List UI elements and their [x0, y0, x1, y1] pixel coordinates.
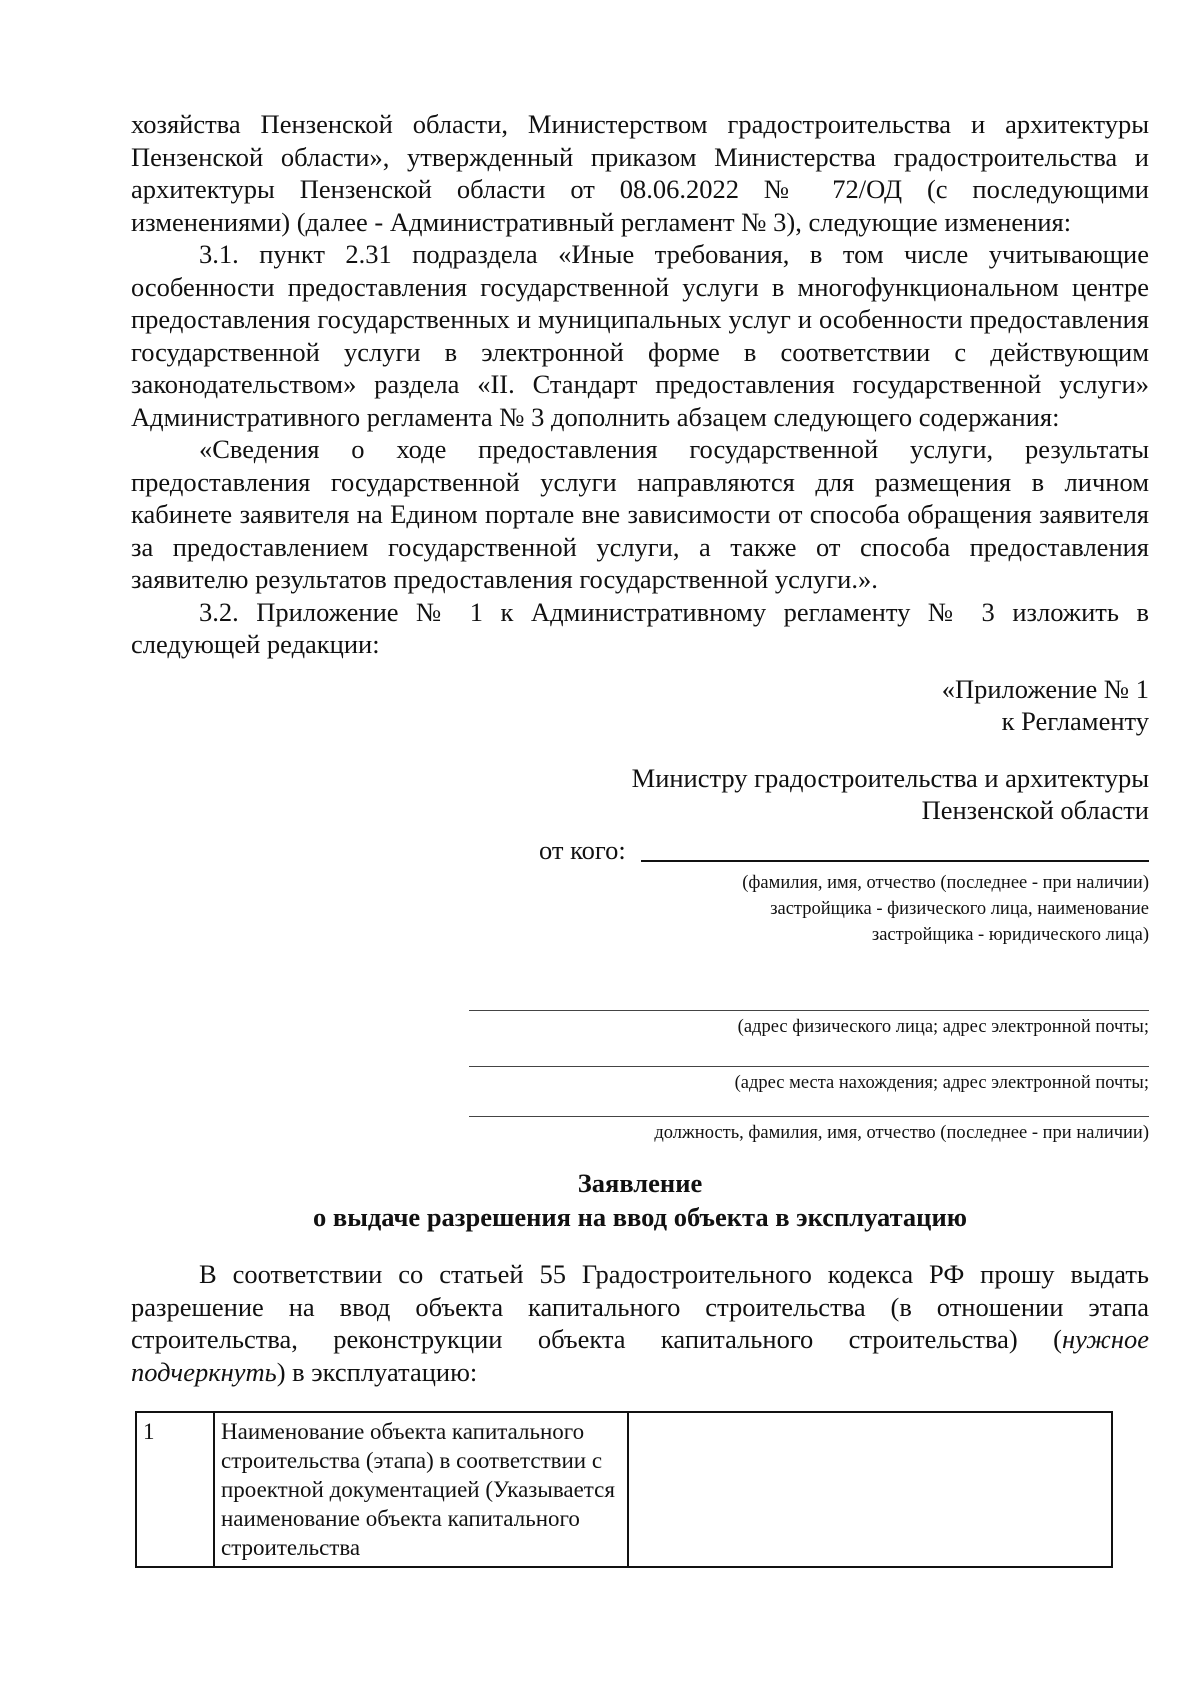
from-hint-2: застройщика - физического лица, наименование: [770, 899, 1149, 919]
request-text-after: ) в эксплуатацию:: [276, 1356, 478, 1387]
paragraph-3-2: 3.2. Приложение № 1 к Административному регламенту № 3 изложить в следующей редакции:: [131, 596, 1149, 659]
appendix-line-1: «Приложение № 1: [941, 673, 1149, 704]
object-table: [135, 1411, 1113, 1568]
address-org-hint: (адрес места нахождения; адрес электронной почты;: [734, 1073, 1149, 1093]
paragraph-3-1: 3.1. пункт 2.31 подраздела «Иные требования, в том числе учитывающие особенности предоставления государственной услуги в многофункциональном центре предоставления государственных и муниципальных услуг и особенности предоставления государственной услуги в электронной форме в соответствии с действующим законодательством» раздела «II. Стандарт предоставления государственной услуги» Административного регламента № 3 дополнить абзацем следующего содержания:: [131, 239, 1149, 432]
request-italic: нужное подчеркнуть: [131, 1324, 1149, 1387]
row-number: 1: [136, 1412, 214, 1567]
addressee-line-2: Пензенской области: [921, 795, 1149, 825]
position-hint: должность, фамилия, имя, отчество (последнее - при наличии): [654, 1123, 1149, 1143]
statement-heading: [131, 1166, 1149, 1234]
address-person-hint: (адрес физического лица; адрес электронной почты;: [737, 1017, 1149, 1037]
heading-line-1: Заявление: [577, 1168, 703, 1198]
address-org-line[interactable]: [469, 1066, 1149, 1067]
from-hints: [131, 870, 1149, 948]
request-text-before: В соответствии со статьей 55 Градостроительного кодекса РФ прошу выдать разрешение на ввод объекта капитального строительства (в отношении этапа строительства, реконструкции объекта капитального строительства) (: [131, 1259, 1149, 1354]
request-paragraph: [131, 1258, 1149, 1388]
from-fill-line[interactable]: [641, 860, 1149, 862]
quote-paragraph: «Сведения о ходе предоставления государственной услуги, результаты предоставления государственной услуги направляются для размещения в личном кабинете заявителя на Едином портале вне зависимости от способа обращения заявителя за предоставлением государственной услуги, а также от способа предоставления заявителю результатов предоставления государственной услуги.».: [131, 434, 1149, 594]
table-row: [136, 1412, 1112, 1567]
from-hint-1: (фамилия, имя, отчество (последнее - при наличии): [742, 873, 1149, 893]
from-hint-3: застройщика - юридического лица): [871, 925, 1149, 945]
address-person-line[interactable]: [469, 1010, 1149, 1011]
row-name: Наименование объекта капитального строительства (этапа) в соответствии с проектной документацией (Указывается наименование объекта капитального строительства: [214, 1412, 628, 1567]
appendix-line-2: к Регламенту: [1001, 706, 1149, 736]
addressee-line-1: Министру градостроительства и архитектуры: [631, 762, 1149, 793]
from-label: от кого:: [539, 835, 626, 865]
from-row: [539, 834, 1149, 866]
row-value[interactable]: [628, 1412, 1112, 1567]
heading-line-2: о выдаче разрешения на ввод объекта в эксплуатацию: [313, 1202, 967, 1232]
document-page: [131, 108, 1149, 1560]
position-line[interactable]: [469, 1116, 1149, 1117]
intro-paragraph: хозяйства Пензенской области, Министерством градостроительства и архитектуры Пензенской области», утвержденный приказом Министерства градостроительства и архитектуры Пензенской области от 08.06.2022 № 72/ОД (с последующими изменениями) (далее - Административный регламент № 3), следующие изменения:: [131, 109, 1149, 237]
